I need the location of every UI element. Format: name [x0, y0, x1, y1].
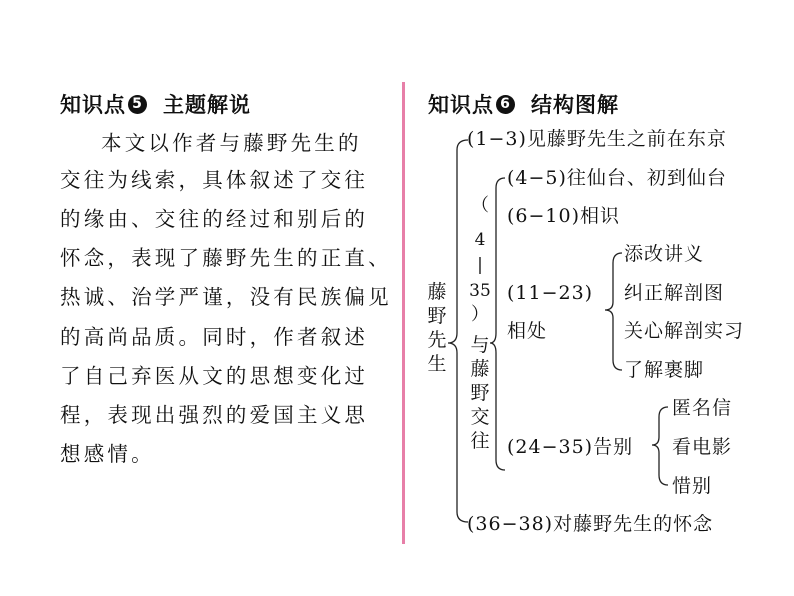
farewell-item: 惜别 [672, 475, 713, 497]
farewell-item: 看电影 [672, 436, 733, 458]
intercourse-label-char: 往 [470, 430, 490, 452]
node-before-tokyo: (1−3)见藤野先生之前在东京 [467, 128, 727, 150]
paragraph-line: 热诚、治学严谨，没有民族偏见 [60, 285, 392, 309]
intercourse-brace [490, 178, 505, 470]
right-title-prefix: 知识点 [428, 93, 494, 117]
getting-along-item: 关心解剖实习 [624, 320, 745, 342]
range-open-paren: （ [471, 195, 489, 216]
range-end: 35 [469, 281, 491, 301]
root-label-teng-ye-xian-sheng [426, 283, 448, 379]
getting-along-item: 纠正解剖图 [624, 282, 725, 304]
paragraph-line: 想感情。 [60, 442, 155, 466]
root-label-char: 藤 [427, 281, 447, 303]
node-remembrance: (36−38)对藤野先生的怀念 [467, 513, 714, 535]
getting-along-item: 添改讲义 [624, 243, 705, 265]
paragraph-line: 了自己弃医从文的思想变化过 [60, 364, 369, 388]
root-label-char: 生 [427, 353, 447, 375]
range-bar: | [477, 255, 483, 275]
range-start: 4 [474, 230, 486, 250]
left-title-text: 主题解说 [163, 93, 251, 117]
range-close-paren: ） [471, 304, 489, 325]
root-label-char: 野 [427, 305, 447, 327]
getting-along-item: 了解裹脚 [624, 359, 705, 381]
node-getting-along-label: 相处 [507, 320, 548, 342]
number-6-badge-icon: 6 [496, 95, 515, 114]
node-acquaint: (6−10)相识 [507, 205, 621, 227]
intercourse-label-vertical [469, 336, 491, 456]
node-to-sendai: (4−5)往仙台、初到仙台 [507, 167, 727, 189]
paragraph-line: 的高尚品质。同时，作者叙述 [60, 325, 369, 349]
paragraph-line: 交往为线索，具体叙述了交往 [60, 168, 369, 192]
paragraph-line: 本文以作者与藤野先生的 [101, 131, 362, 155]
intercourse-label-char: 野 [470, 382, 490, 404]
farewell-item: 匿名信 [672, 397, 733, 419]
paragraph-line: 怀念，表现了藤野先生的正直、 [60, 246, 392, 270]
node-getting-along-range: (11−23) [507, 282, 594, 304]
paragraph-line: 的缘由、交往的经过和别后的 [60, 207, 369, 231]
root-label-char: 先 [427, 329, 447, 351]
number-5-badge-icon: 5 [128, 95, 147, 114]
intercourse-label-char: 与 [470, 334, 490, 356]
right-title-text: 结构图解 [531, 93, 619, 117]
paragraph-line: 程，表现出强烈的爱国主义思 [60, 403, 369, 427]
intercourse-label-char: 交 [470, 406, 490, 428]
farewell-brace [652, 407, 668, 485]
node-farewell: (24−35)告别 [507, 436, 634, 458]
intercourse-label-char: 藤 [470, 358, 490, 380]
root-brace [448, 140, 468, 522]
left-title-prefix: 知识点 [60, 93, 126, 117]
getting-along-brace [605, 253, 622, 370]
